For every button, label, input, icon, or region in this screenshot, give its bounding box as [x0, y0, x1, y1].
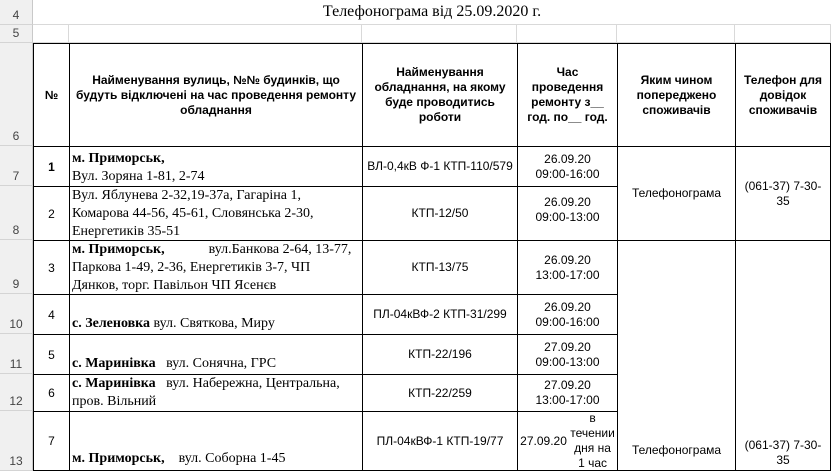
equipment-cell[interactable]: КТП-12/50	[362, 186, 518, 241]
equipment-cell[interactable]: КТП-13/75	[362, 240, 518, 295]
empty-cell[interactable]	[735, 25, 831, 43]
hours-text: 09:00-13:00	[535, 354, 600, 369]
row-header-10[interactable]: 10	[0, 294, 33, 334]
equipment-cell[interactable]: ПЛ-04кВФ-1 КТП-19/77	[362, 411, 518, 471]
date-text: 27.09.20	[544, 339, 591, 354]
address-cell[interactable]	[69, 294, 363, 335]
time-cell[interactable]	[517, 411, 618, 471]
row-header-11[interactable]: 11	[0, 334, 33, 374]
row-number[interactable]: 2	[33, 186, 70, 241]
hours-text: 09:00-16:00	[535, 166, 600, 181]
street-list: вул.Банкова 2-64, 13-77, Паркова 1-49, 2-36, Енергетиків 3-7, ЧП Дянков, торг. Павільон ЧП Ясенєв	[72, 242, 352, 293]
city-name: м. Приморськ,	[72, 242, 165, 257]
city-name: с. Маринівка	[72, 376, 156, 391]
header-equipment[interactable]: Найменування обладнання, на якому буде проводитись роботи	[362, 43, 518, 147]
row-header-7[interactable]: 7	[0, 146, 33, 186]
row-number[interactable]: 6	[33, 374, 70, 412]
empty-cell[interactable]	[617, 25, 735, 43]
row-header-12[interactable]: 12	[0, 374, 33, 411]
hours-text: 09:00-16:00	[535, 314, 600, 329]
notify-method-cell[interactable]: Телефонограма	[617, 146, 736, 241]
header-number[interactable]: №	[33, 43, 70, 147]
hours-text: 13:00-17:00	[535, 393, 600, 407]
header-time[interactable]: Час проведення ремонту з__ год. по__ год.	[517, 43, 618, 147]
hours-text: в течении дня на 1 час	[570, 411, 615, 470]
header-phone[interactable]: Телефон для довідок споживачів	[735, 43, 831, 147]
time-cell[interactable]	[517, 294, 618, 335]
header-streets[interactable]: Найменування вулиць, №№ будинків, що будуть відключені на час проведення ремонту обладнання	[69, 43, 363, 147]
hours-text: 09:00-13:00	[535, 210, 600, 224]
address-cell[interactable]	[69, 146, 363, 187]
street-list: вул. Набережна, Центральна, пров. Вільний	[72, 376, 340, 409]
street-list: Вул. Зоряна 1-81, 2-74	[72, 169, 205, 184]
row-number[interactable]: 3	[33, 240, 70, 295]
document-title[interactable]: Телефонограма від 25.09.2020 г.	[33, 0, 831, 25]
empty-cell[interactable]	[33, 25, 69, 43]
phone-cell[interactable]: (061-37) 7-30-35	[735, 240, 831, 471]
row-number[interactable]: 4	[33, 294, 70, 335]
row-header-6[interactable]: 6	[0, 43, 33, 146]
time-cell[interactable]	[517, 186, 618, 241]
address-cell[interactable]	[69, 374, 363, 412]
address-cell[interactable]: Вул. Яблунева 2-32,19-37а, Гагаріна 1, Комарова 44-56, 45-61, Словянська 2-30, Енергетиків 35-51	[69, 186, 363, 241]
hours-text: 13:00-17:00	[535, 267, 600, 282]
city-name: с. Маринівка	[72, 356, 156, 371]
city-name: м. Приморськ,	[72, 151, 165, 166]
empty-cell[interactable]	[517, 25, 617, 43]
empty-cell[interactable]	[362, 25, 517, 43]
time-cell[interactable]	[517, 240, 618, 295]
city-name: с. Зеленовка	[72, 316, 151, 331]
row-number[interactable]: 1	[33, 146, 70, 187]
empty-cell[interactable]	[69, 25, 362, 43]
row-header-5[interactable]: 5	[0, 25, 33, 43]
equipment-cell[interactable]: ПЛ-04кВФ-2 КТП-31/299	[362, 294, 518, 335]
address-cell[interactable]	[69, 334, 363, 375]
row-header-4[interactable]: 4	[0, 0, 33, 25]
equipment-cell[interactable]: ВЛ-0,4кВ Ф-1 КТП-110/579	[362, 146, 518, 187]
row-number[interactable]: 7	[33, 411, 70, 471]
header-notify[interactable]: Яким чином попереджено споживачів	[617, 43, 736, 147]
notify-method-cell[interactable]: Телефонограма	[617, 240, 736, 471]
date-text: 26.09.20	[544, 252, 591, 267]
phone-cell[interactable]: (061-37) 7-30-35	[735, 146, 831, 241]
street-list: вул. Сонячна, ГРС	[166, 356, 277, 371]
date-text: 27.09.20	[520, 433, 567, 448]
row-header-8[interactable]: 8	[0, 186, 33, 240]
address-cell[interactable]	[69, 411, 363, 471]
equipment-cell[interactable]: КТП-22/196	[362, 334, 518, 375]
date-text: 26.09.20	[544, 195, 591, 209]
equipment-cell[interactable]: КТП-22/259	[362, 374, 518, 412]
date-text: 27.09.20	[544, 378, 591, 392]
time-cell[interactable]	[517, 334, 618, 375]
date-text: 26.09.20	[544, 299, 591, 314]
time-cell[interactable]	[517, 374, 618, 412]
city-name: м. Приморськ,	[72, 451, 165, 466]
street-list: вул. Соборна 1-45	[178, 451, 286, 466]
row-header-13[interactable]: 13	[0, 411, 33, 471]
row-number[interactable]: 5	[33, 334, 70, 375]
time-cell[interactable]	[517, 146, 618, 187]
street-list: вул. Святкова, Миру	[153, 316, 275, 331]
date-text: 26.09.20	[544, 151, 591, 166]
address-cell[interactable]	[69, 240, 363, 295]
row-header-9[interactable]: 9	[0, 240, 33, 294]
